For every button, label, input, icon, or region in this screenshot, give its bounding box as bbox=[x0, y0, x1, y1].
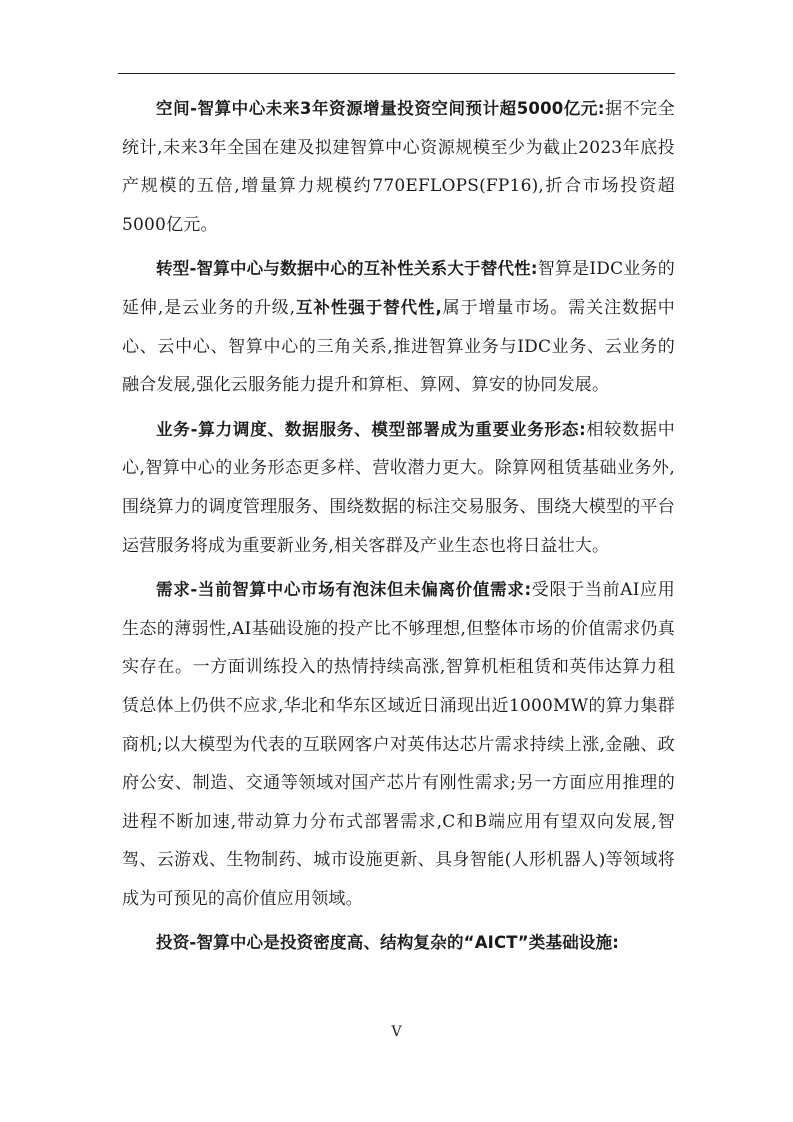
page-number: V bbox=[391, 1024, 402, 1040]
header-rule bbox=[118, 73, 675, 74]
paragraph-lead: 投资-智算中心是投资密度高、结构复杂的“AICT”类基础设施: bbox=[156, 933, 620, 953]
paragraph-text: 相较数据中心,智算中心的业务形态更多样、营收潜力更大。除算网租赁基础业务外,围绕算力的调度管理服务、围绕数据的标注交易服务、围绕大模型的平台运营服务将成为重要新业务,相关客群及产业生态也将日益壮大。 bbox=[122, 419, 675, 556]
paragraph-text: 属于增量市场。需关注数据中心、云中心、智算中心的三角关系,推进智算业务与IDC业务、云业务的融合发展,强化云服务能力提升和算柜、算网、算安的协同发展。 bbox=[122, 297, 675, 396]
paragraph-transformation bbox=[122, 250, 675, 404]
paragraph-demand bbox=[122, 571, 675, 918]
paragraph-lead: 转型-智算中心与数据中心的互补性关系大于替代性: bbox=[156, 259, 538, 279]
paragraph-lead: 空间-智算中心未来3年资源增量投资空间预计超5000亿元: bbox=[156, 99, 605, 118]
paragraph-business bbox=[122, 411, 675, 565]
paragraph-space bbox=[122, 90, 675, 244]
paragraph-text: 智算是IDC业务的延伸,是云业务的升级, bbox=[122, 259, 675, 318]
paragraph-text: 受限于当前AI应用生态的薄弱性,AI基础设施的投产比不够理想,但整体市场的价值需求仍真实存在。一方面训练投入的热情持续高涨,智算机柜租赁和英伟达算力租赁总体上仍供不应求,华北和华东区域近日涌现出近1000MW的算力集群商机;以大模型为代表的互联网客户对英伟达芯片需求持续上涨,金融、政府公安、制造、交通等领域对国产芯片有刚性需求;另一方面应用推理的进程不断加速,带动算力分布式部署需求,C和B端应用有望双向发展,智驾、云游戏、生物制药、城市设施更新、具身智能(人形机器人)等领域将成为可预见的高价值应用领域。 bbox=[122, 580, 675, 909]
document-body bbox=[122, 90, 675, 969]
paragraph-investment bbox=[122, 924, 675, 963]
paragraph-lead: 需求-当前智算中心市场有泡沫但未偏离价值需求: bbox=[156, 580, 532, 600]
paragraph-lead: 业务-算力调度、数据服务、模型部署成为重要业务形态: bbox=[156, 419, 586, 439]
paragraph-emphasis: 互补性强于替代性, bbox=[295, 297, 442, 317]
paragraph-text: 据不完全统计,未来3年全国在建及拟建智算中心资源规模至少为截止2023年底投产规模的五倍,增量算力规模约770EFLOPS(FP16),折合市场投资超5000亿元。 bbox=[122, 99, 675, 235]
